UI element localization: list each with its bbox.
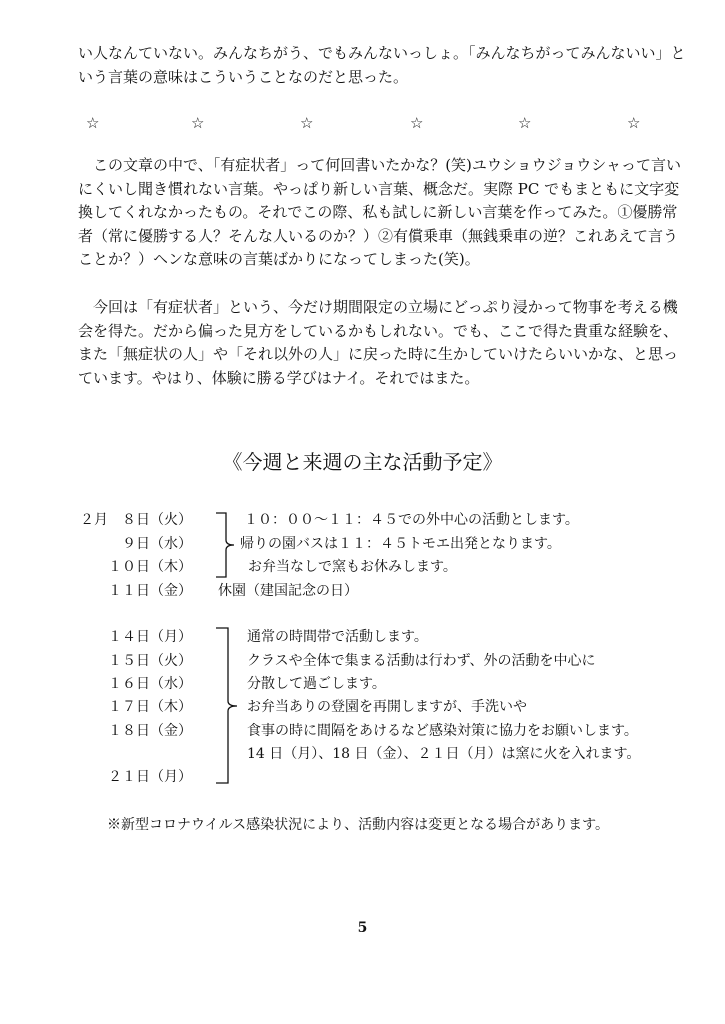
schedule-note: 帰りの園バスは１１：４５トモエ出発となります。	[240, 536, 561, 552]
schedule-note: お弁当ありの登園を再開しますが、手洗いや	[247, 699, 527, 715]
schedule-date: １８日（金）	[108, 723, 192, 739]
schedule-date: １７日（木）	[108, 699, 192, 715]
schedule-note: お弁当なしで窯もお休みします。	[248, 559, 457, 575]
brace-icon	[214, 512, 238, 578]
schedule-date: １１日（金）	[108, 583, 192, 599]
text-line: ことか？）ヘンな意味の言葉ばかりになってしまった(笑)。	[78, 250, 480, 268]
brace-icon	[214, 627, 240, 785]
schedule-date: ９日（水）	[122, 536, 192, 552]
schedule-note: クラスや全体で集まる活動は行わず、外の活動を中心に	[247, 653, 596, 669]
schedule-note: 食事の時に間隔をあけるなど感染対策に協力をお願いします。	[247, 723, 638, 739]
schedule-date: １０日（木）	[108, 559, 192, 575]
text-line: にくいし聞き慣れない言葉。やっぱり新しい言葉、概念だ。実際 PC でもまともに文字変	[78, 179, 680, 198]
schedule-note: 14 日（月）、18 日（金）、２１日（月）は窯に火を入れます。	[247, 746, 641, 762]
text-line: 会を得た。だから偏った見方をしているかもしれない。でも、ここで得た貴重な経験を、	[78, 321, 679, 340]
text-line: いう言葉の意味はこういうことなのだと思った。	[78, 67, 409, 86]
star-icon: ☆	[300, 114, 314, 132]
text-line: 今回は「有症状者」という、今だけ期間限定の立場にどっぷり浸かって物事を考える機	[78, 298, 678, 316]
schedule-date: ２月 ８日（火）	[80, 512, 192, 528]
star-icon: ☆	[627, 114, 641, 132]
schedule-note: 通常の時間帯で活動します。	[247, 629, 428, 645]
star-icon: ☆	[410, 114, 424, 132]
page-number: 5	[357, 920, 368, 936]
text-line: この文章の中で、「有症状者」って何回書いたかな？(笑)ユウショウジョウシャって言い	[78, 156, 682, 174]
section-title: 《今週と来週の主な活動予定》	[222, 450, 503, 474]
covid-notice: ※新型コロナウイルス感染状況により、活動内容は変更となる場合があります。	[107, 817, 610, 833]
star-divider	[0, 113, 725, 133]
schedule-note: １０：００～１１：４５での外中心の活動とします。	[244, 512, 579, 528]
text-line: い人なんていない。みんなちがう、でもみんないっしょ。「みんなちがってみんないい」と	[78, 44, 686, 62]
star-icon: ☆	[191, 114, 205, 132]
holiday-note: 休園（建国記念の日）	[218, 583, 358, 599]
schedule-date: １４日（月）	[108, 629, 192, 645]
schedule-date: １６日（水）	[108, 676, 192, 692]
text-line: 者（常に優勝する人？そんな人いるのか？）②有償乗車（無銭乗車の逆？これあえて言う	[78, 226, 679, 245]
paragraph-new-words	[78, 154, 698, 272]
text-line: また「無症状の人」や「それ以外の人」に戻った時に生かしていけたらいいかな、と思っ	[78, 345, 679, 363]
schedule-date: １５日（火）	[108, 653, 192, 669]
schedule-note: 分散して過ごします。	[247, 676, 386, 692]
paragraph-closing	[78, 296, 698, 390]
schedule-date: ２１日（月）	[108, 769, 192, 785]
paragraph-continuation	[78, 42, 698, 89]
text-line: ています。やはり、体験に勝る学びはナイ。それではまた。	[78, 368, 480, 387]
star-icon: ☆	[518, 114, 532, 132]
star-icon: ☆	[86, 114, 100, 132]
text-line: 換してくれなかったもの。それでこの際、私も試しに新しい言葉を作ってみた。①優勝常	[78, 203, 678, 221]
